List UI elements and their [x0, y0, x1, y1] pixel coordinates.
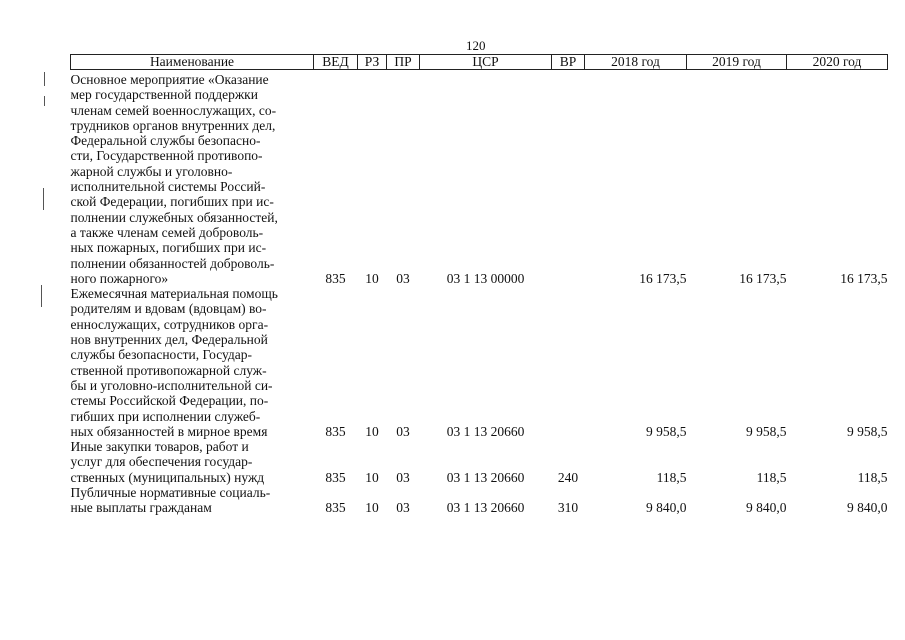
scan-margin-mark — [43, 188, 44, 210]
cell-csr: 03 1 13 20660 — [446, 423, 525, 439]
header-2018: 2018 год — [585, 55, 687, 70]
cell-ved: 835 — [325, 423, 346, 439]
name-line: трудников органов внутренних дел, — [70, 117, 276, 133]
name-line: стемы Российской Федерации, по- — [70, 393, 269, 409]
header-vr: ВР — [552, 55, 585, 70]
cell-2018: 118,5 — [656, 469, 687, 485]
name-line: услуг для обеспечения государ- — [70, 454, 253, 470]
budget-table — [70, 54, 888, 516]
name-line: Основное мероприятие «Оказание — [70, 72, 269, 87]
cell-pr: 03 — [396, 469, 410, 485]
cell-vr: 310 — [557, 500, 579, 516]
name-line: еннослужащих, сотрудников орга- — [70, 316, 269, 332]
table-row — [71, 286, 888, 439]
table-row — [71, 485, 888, 516]
cell-2019: 9 840,0 — [746, 500, 787, 516]
page-number: 120 — [466, 38, 486, 53]
name-line: ных обязанностей в мирное время — [70, 423, 268, 439]
header-2019: 2019 год — [687, 55, 787, 70]
cell-rz: 10 — [365, 270, 379, 286]
name-line: ные выплаты гражданам — [70, 500, 212, 516]
cell-rz: 10 — [365, 423, 379, 439]
table-header-row — [71, 55, 888, 70]
table-row — [71, 70, 888, 287]
cell-csr: 03 1 13 20660 — [446, 469, 525, 485]
cell-2020: 9 958,5 — [847, 423, 888, 439]
scan-margin-mark — [44, 72, 45, 86]
header-name: Наименование — [71, 55, 314, 70]
name-line: жарной службы и уголовно- — [70, 163, 233, 179]
name-line: Федеральной службы безопасно- — [70, 133, 261, 149]
name-line: полнении служебных обязанностей, — [70, 209, 278, 225]
cell-vr — [552, 286, 585, 439]
name-line: а также членам семей доброволь- — [70, 224, 264, 240]
name-line: мер государственной поддержки — [70, 87, 258, 103]
header-ved: ВЕД — [314, 55, 358, 70]
row-name — [71, 70, 314, 287]
cell-2018: 9 840,0 — [646, 500, 687, 516]
name-line: гибших при исполнении служеб- — [70, 408, 261, 424]
name-line: ственных (муниципальных) нужд — [70, 469, 265, 485]
cell-pr: 03 — [396, 500, 410, 516]
row-name — [71, 439, 314, 485]
cell-2020: 16 173,5 — [840, 270, 888, 286]
cell-2019: 118,5 — [756, 469, 787, 485]
cell-2018: 9 958,5 — [646, 423, 687, 439]
cell-rz: 10 — [365, 469, 379, 485]
cell-2020: 118,5 — [857, 469, 888, 485]
cell-ved: 835 — [325, 500, 346, 516]
name-line: полнении обязанностей доброволь- — [70, 255, 275, 271]
cell-rz: 10 — [365, 500, 379, 516]
name-line: нов внутренних дел, Федеральной — [70, 332, 268, 348]
cell-ved: 835 — [325, 270, 346, 286]
cell-vr: 240 — [557, 469, 579, 485]
name-line: родителям и вдовам (вдовцам) во- — [70, 301, 267, 317]
header-rz: РЗ — [358, 55, 387, 70]
name-line: ного пожарного» — [70, 270, 169, 286]
cell-2019: 16 173,5 — [739, 270, 787, 286]
cell-ved: 835 — [325, 469, 346, 485]
table-row — [71, 439, 888, 485]
cell-pr: 03 — [396, 423, 410, 439]
name-line: сти, Государственной противопо- — [70, 148, 263, 164]
name-line: исполнительной системы Россий- — [70, 179, 266, 195]
name-line: ской Федерации, погибших при ис- — [70, 194, 274, 210]
name-line: Ежемесячная материальная помощь — [70, 286, 278, 302]
name-line: службы безопасности, Государ- — [70, 347, 253, 363]
name-line: Публичные нормативные социаль- — [70, 485, 271, 501]
cell-vr — [552, 70, 585, 287]
name-line: Иные закупки товаров, работ и — [70, 439, 249, 455]
row-name — [71, 286, 314, 439]
name-line: ственной противопожарной служ- — [70, 362, 267, 378]
cell-csr: 03 1 13 00000 — [446, 270, 525, 286]
cell-2020: 9 840,0 — [847, 500, 888, 516]
scan-margin-mark — [41, 285, 42, 307]
row-name — [71, 485, 314, 516]
cell-2018: 16 173,5 — [639, 270, 687, 286]
scan-margin-mark — [44, 96, 45, 106]
name-line: членам семей военнослужащих, со- — [70, 102, 277, 118]
cell-2019: 9 958,5 — [746, 423, 787, 439]
name-line: бы и уголовно-исполнительной си- — [70, 377, 273, 393]
header-pr: ПР — [387, 55, 420, 70]
cell-csr: 03 1 13 20660 — [446, 500, 525, 516]
name-line: ных пожарных, погибших при ис- — [70, 240, 267, 256]
header-csr: ЦСР — [420, 55, 552, 70]
header-2020: 2020 год — [787, 55, 888, 70]
cell-pr: 03 — [396, 270, 410, 286]
